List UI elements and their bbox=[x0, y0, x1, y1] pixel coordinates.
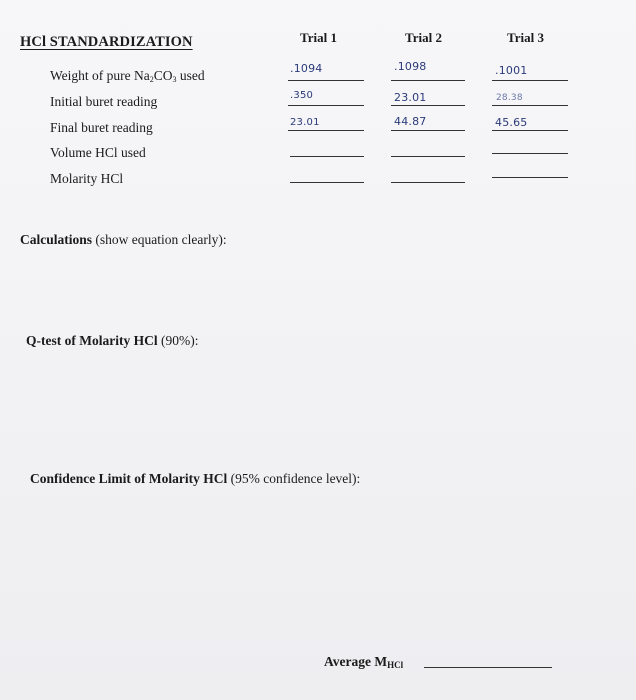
initial-trial-2: 23.01 bbox=[394, 91, 427, 104]
section-calculations: Calculations (show equation clearly): bbox=[20, 232, 227, 247]
field-line bbox=[290, 182, 364, 183]
field-line bbox=[492, 105, 568, 106]
field-line bbox=[492, 153, 568, 154]
trial-1-header: Trial 1 bbox=[300, 30, 337, 45]
field-line bbox=[492, 80, 568, 81]
field-line bbox=[290, 156, 364, 157]
section-confidence-limit: Confidence Limit of Molarity HCl (95% confidence level): bbox=[30, 471, 361, 486]
average-molarity-line bbox=[424, 667, 552, 668]
row-label-weight: Weight of pure $Na_2CO_3$ used bbox=[50, 68, 205, 84]
row-label-volume: Volume HCl used bbox=[50, 145, 146, 160]
field-line bbox=[391, 182, 465, 183]
trial-3-header: Trial 3 bbox=[507, 30, 544, 45]
field-line bbox=[391, 105, 465, 106]
field-line bbox=[288, 105, 364, 106]
field-line bbox=[492, 130, 568, 131]
field-line bbox=[288, 130, 364, 131]
section-q-test: Q-test of Molarity HCl (90%): bbox=[26, 333, 199, 348]
row-label-final: Final buret reading bbox=[50, 120, 153, 135]
row-label-molarity: Molarity HCl bbox=[50, 171, 124, 186]
field-line bbox=[391, 80, 465, 81]
field-line bbox=[288, 80, 364, 81]
page-title: HCl STANDARDIZATION bbox=[20, 34, 193, 50]
weight-trial-2: .1098 bbox=[394, 60, 427, 73]
weight-trial-3: .1001 bbox=[495, 64, 528, 77]
field-line bbox=[391, 130, 465, 131]
final-trial-3: 45.65 bbox=[495, 116, 528, 129]
trial-2-header: Trial 2 bbox=[405, 30, 442, 45]
field-line bbox=[391, 156, 465, 157]
final-trial-2: 44.87 bbox=[394, 115, 427, 128]
initial-trial-3: 28.38 bbox=[496, 93, 523, 103]
initial-trial-1: .350 bbox=[290, 90, 314, 101]
weight-trial-1: .1094 bbox=[290, 62, 323, 75]
row-label-initial: Initial buret reading bbox=[50, 94, 158, 109]
field-line bbox=[492, 177, 568, 178]
average-molarity-label: Average $M_{HCl}$ bbox=[324, 654, 404, 670]
final-trial-1: 23.01 bbox=[290, 117, 320, 128]
